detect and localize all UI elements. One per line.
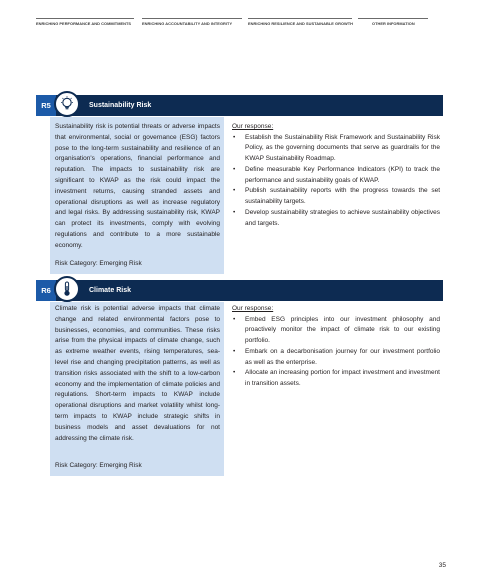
risk-header-climate — [36, 280, 443, 301]
bullet-icon: • — [233, 315, 236, 323]
risk-title: Climate Risk — [89, 287, 132, 294]
bullet-icon: • — [233, 165, 236, 173]
response-title: Our response: — [232, 305, 274, 312]
nav-label: ENRICHING PERFORMANCE AND COMMITMENTS — [36, 21, 132, 26]
bullet-icon: • — [233, 369, 236, 377]
risk-category: Risk Category: Emerging Risk — [55, 260, 142, 267]
risk-description-panel — [50, 302, 224, 476]
nav-divider — [358, 18, 428, 19]
list-item — [232, 186, 440, 208]
top-navigation — [36, 14, 444, 28]
response-text: Develop sustainability strategies to achieve sustainability objectives and targets. — [245, 209, 440, 227]
risk-category: Risk Category: Emerging Risk — [55, 462, 142, 469]
risk-code: R6 — [41, 286, 51, 295]
risk-code: R5 — [41, 101, 51, 110]
list-item — [232, 347, 440, 369]
list-item — [232, 208, 440, 230]
page-number: 35 — [438, 562, 446, 569]
response-title: Our response: — [232, 123, 274, 130]
list-item — [232, 368, 440, 390]
response-text: Establish the Sustainability Risk Framework and Sustainability Risk Policy, as the governing documents that serve as guardrails for the KWAP Sustainability Roadmap. — [245, 133, 440, 163]
response-list — [232, 133, 440, 230]
thermometer-icon — [54, 276, 80, 302]
risk-response-section — [232, 123, 440, 230]
bullet-icon: • — [233, 133, 236, 141]
nav-divider — [248, 18, 352, 19]
response-text: Embark on a decarbonisation journey for our investment portfolio as well as the enterprise. — [245, 347, 440, 366]
response-text: Define measurable Key Performance Indicators (KPI) to track the performance and sustainability goals of KWAP. — [245, 165, 440, 184]
risk-title: Sustainability Risk — [89, 102, 152, 109]
response-text: Allocate an increasing portion for impact investment and investment in transition assets. — [245, 369, 440, 388]
response-text: Publish sustainability reports with the progress towards the set sustainability targets. — [245, 187, 440, 206]
risk-response-section — [232, 305, 440, 390]
esg-bulb-icon — [54, 91, 80, 117]
risk-description: Sustainability risk is potential threats or adverse impacts that environmental, social or governance (ESG) factors pose to the long-term sustainability and resilience of an organisation's operations, financial performance and reputation. The impacts to sustainability risk are significant to KWAP as the risk could impact the investment returns, causing stranded assets and operational disruptions as well as increase regulatory and legal risks. By addressing sustainability risk, KWAP can protect its investments, comply with evolving regulations and contribute to a more sustainable economy. — [55, 123, 220, 249]
risk-header-sustainability — [36, 95, 443, 116]
nav-divider — [142, 18, 242, 19]
bullet-icon: • — [233, 347, 236, 355]
nav-label: ENRICHING ACCOUNTABILITY AND INTEGRITY — [142, 21, 233, 26]
risk-description: Climate risk is potential adverse impacts that climate change and related environmental factors pose to businesses, economies, and communities. These risks arise from the physical impacts of climate change, such as extreme weather events, rising temperatures, sea-level rise and changing precipitation patterns, as well as transition risks associated with the shift to a low-carbon economy and the implementation of climate policies and regulations. Short-term impacts to KWAP include operational disruptions and market volatility whilst long-term impacts to KWAP include strategic shifts in business models and asset devaluations for not addressing the climate risk. — [55, 305, 220, 442]
nav-divider — [36, 18, 134, 19]
response-text: Embed ESG principles into our investment philosophy and proactively monitor the impact of climate risk to our existing portfolio. — [245, 315, 440, 345]
list-item — [232, 315, 440, 347]
response-list — [232, 315, 440, 391]
bullet-icon: • — [233, 187, 236, 195]
nav-label: OTHER INFORMATION — [372, 21, 415, 26]
risk-description-panel — [50, 117, 224, 274]
list-item — [232, 165, 440, 187]
nav-label: ENRICHING RESILIENCE AND SUSTAINABLE GROWTH — [248, 21, 354, 26]
bullet-icon: • — [233, 209, 236, 217]
list-item — [232, 133, 440, 165]
